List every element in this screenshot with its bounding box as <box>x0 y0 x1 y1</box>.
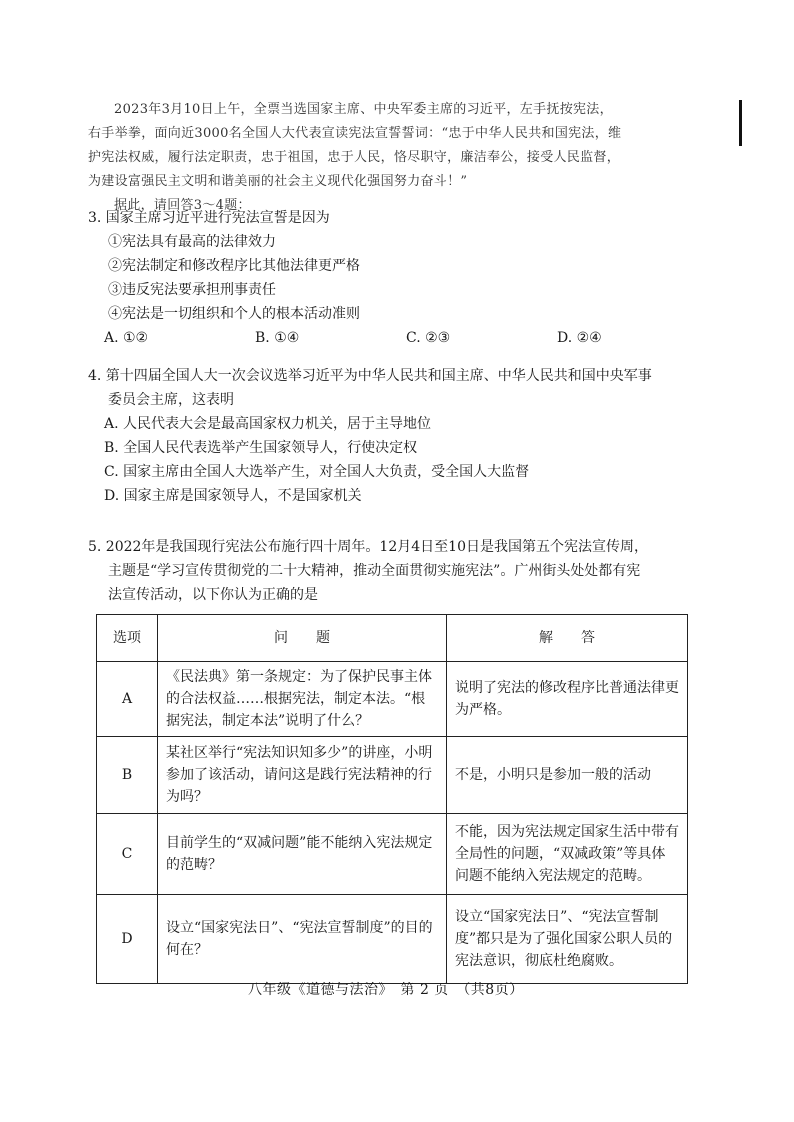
option-a[interactable]: A. 人民代表大会是最高国家权力机关，居于主导地位 <box>104 416 432 432</box>
question-4-stem: 委员会主席，这表明 <box>108 392 234 408</box>
question-3-stem: 3. 国家主席习近平进行宪法宣誓是因为 <box>88 210 330 226</box>
option-c[interactable]: C. ②③ <box>406 330 451 346</box>
table-header-row <box>97 615 688 662</box>
passage-line: 2023年3月10日上午，全票当选国家主席、中央军委主席的习近平，左手抚按宪法， <box>114 102 613 117</box>
row-answer: 设立“国家宪法日”、“宪法宣誓制度”都只是为了强化国家公职人员的宪法意识，彻底杜绝腐败。 <box>447 895 688 984</box>
header-answer: 解 答 <box>447 615 688 662</box>
header-question: 问 题 <box>158 615 447 662</box>
row-question: 《民法典》第一条规定：为了保护民事主体的合法权益……根据宪法，制定本法。“根据宪法，制定本法”说明了什么？ <box>158 662 447 737</box>
row-question: 设立“国家宪法日”、“宪法宣誓制度”的目的何在？ <box>158 895 447 984</box>
option-b[interactable]: B. ①④ <box>255 330 300 346</box>
question-5-stem: 主题是“学习宣传贯彻党的二十大精神，推动全面贯彻实施宪法”。广州街头处处都有宪 <box>108 563 641 579</box>
question-3 <box>88 206 708 350</box>
passage-prompt: 据此，请回答3～4题： <box>114 198 251 213</box>
row-question: 某社区举行“宪法知识知多少”的讲座，小明参加了该活动，请问这是践行宪法精神的行为吗？ <box>158 737 447 814</box>
option-a[interactable]: A. ①② <box>104 330 149 346</box>
question-3-item: ④宪法是一切组织和个人的根本活动准则 <box>108 306 360 322</box>
question-4-stem: 4. 第十四届全国人大一次会议选举习近平为中华人民共和国主席、中华人民共和国中央军事 <box>88 368 652 384</box>
margin-mark <box>739 100 742 146</box>
question-3-item: ②宪法制定和修改程序比其他法律更严格 <box>108 258 360 274</box>
table-row[interactable] <box>97 895 688 984</box>
option-b[interactable]: B. 全国人民代表选举产生国家领导人，行使决定权 <box>104 440 418 456</box>
row-option: C <box>97 814 158 895</box>
option-d[interactable]: D. 国家主席是国家领导人，不是国家机关 <box>104 488 362 504</box>
row-question: 目前学生的“双减问题”能不能纳入宪法规定的范畴？ <box>158 814 447 895</box>
question-5 <box>88 535 708 607</box>
row-answer: 不是，小明只是参加一般的活动 <box>447 737 688 814</box>
row-answer: 不能，因为宪法规定国家生活中带有全局性的问题，“双减政策”等具体问题不能纳入宪法规定的范畴。 <box>447 814 688 895</box>
row-option: D <box>97 895 158 984</box>
row-option: B <box>97 737 158 814</box>
table-row[interactable] <box>97 662 688 737</box>
passage-line: 护宪法权威，履行法定职责，忠于祖国，忠于人民，恪尽职守，廉洁奉公，接受人民监督， <box>88 150 621 165</box>
passage-line: 为建设富强民主文明和谐美丽的社会主义现代化强国努力奋斗！” <box>88 174 468 189</box>
question-3-options <box>88 326 708 350</box>
question-4 <box>88 364 708 508</box>
reading-passage <box>88 98 698 218</box>
question-3-item: ①宪法具有最高的法律效力 <box>108 234 276 250</box>
table-row[interactable] <box>97 737 688 814</box>
page-footer: 八年级《道德与法治》 第 2 页 （共8页） <box>248 982 524 998</box>
question-3-item: ③违反宪法要承担刑事责任 <box>108 282 276 298</box>
question-5-stem: 5. 2022年是我国现行宪法公布施行四十周年。12月4日至10日是我国第五个宪法宣传周， <box>88 539 648 555</box>
row-option: A <box>97 662 158 737</box>
option-d[interactable]: D. ②④ <box>557 330 602 346</box>
question-5-stem: 法宣传活动，以下你认为正确的是 <box>108 587 318 603</box>
answer-table <box>96 614 688 984</box>
row-answer: 说明了宪法的修改程序比普通法律更为严格。 <box>447 662 688 737</box>
option-c[interactable]: C. 国家主席由全国人大选举产生，对全国人大负责，受全国人大监督 <box>104 464 530 480</box>
table-row[interactable] <box>97 814 688 895</box>
header-option: 选项 <box>97 615 158 662</box>
passage-line: 右手举拳，面向近3000名全国人大代表宣读宪法宣誓誓词：“忠于中华人民共和国宪法，维 <box>88 126 622 141</box>
